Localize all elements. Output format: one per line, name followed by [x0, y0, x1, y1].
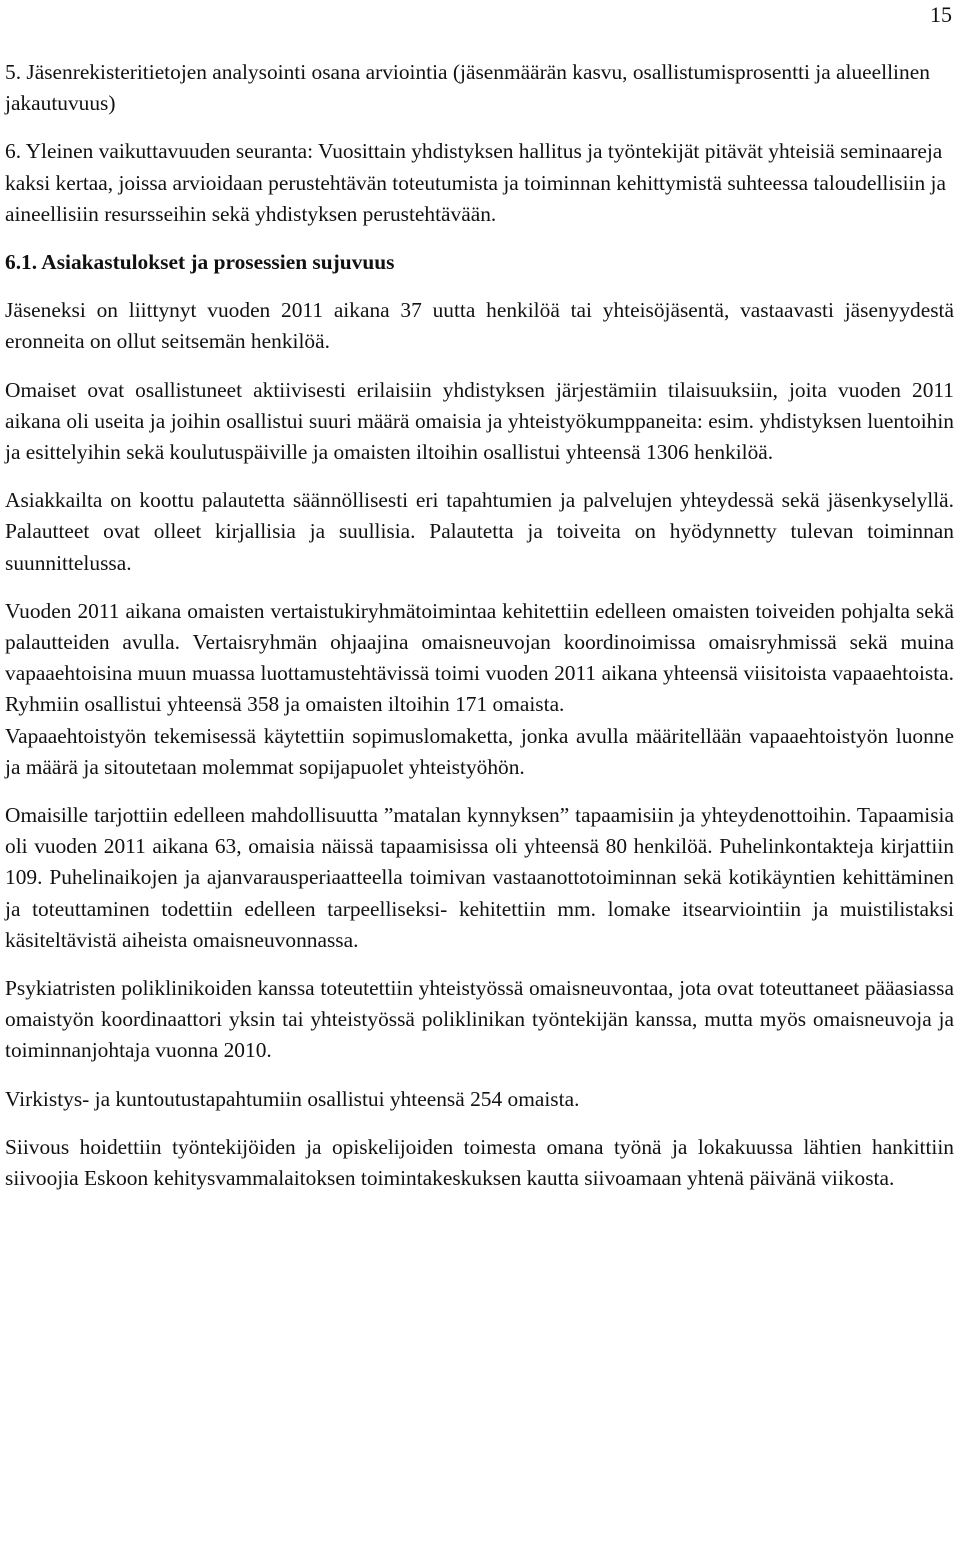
paragraph-recreation-events: Virkistys- ja kuntoutustapahtumiin osallistui yhteensä 254 omaista. [5, 1086, 580, 1111]
paragraph-new-members: Jäseneksi on liittynyt vuoden 2011 aikana 37 uutta henkilöä tai yhteisöjäsentä, vastaavasti jäsenyydestä eronneita on ollut seitsemän henkilöä. [5, 298, 954, 354]
list-item-evaluation-5: 5. Jäsenrekisteritietojen analysointi osana arviointia (jäsenmäärän kasvu, osallistumisprosentti ja alueellinen jakautuvuus) [5, 60, 930, 116]
list-item-evaluation-6: 6. Yleinen vaikuttavuuden seuranta: Vuosittain yhdistyksen hallitus ja työntekijät pitävät yhteisiä seminaareja kaksi kertaa, joissa arvioidaan perustehtävän toteutumista ja toiminnan kehittymistä suhteessa taloudellisiin ja aineellisiin resursseihin sekä yhdistyksen perustehtävään. [5, 139, 946, 226]
paragraph-events-participation: Omaiset ovat osallistuneet aktiivisesti erilaisiin yhdistyksen järjestämiin tilaisuuksiin, joita vuoden 2011 aikana oli useita ja joihin osallistui suuri määrä omaisia ja yhteistyökumppaneita: esim. yhdistyksen luentoihin ja esittelyihin sekä koulutuspäiville ja omaisten iltoihin osallistui yhteensä 1306 henkilöä. [5, 377, 954, 465]
paragraph-cleaning: Siivous hoidettiin työntekijöiden ja opiskelijoiden toimesta omana työnä ja lokakuussa lähtien hankittiin siivoojia Eskoon kehitysvammalaitoksen toimintakeskuksen kautta siivoamaan yhtenä päivänä viikosta. [5, 1134, 954, 1191]
page-number: 15 [930, 2, 952, 27]
paragraph-psychiatric-clinics: Psykiatristen poliklinikoiden kanssa toteutettiin yhteistyössä omaisneuvontaa, jota ovat toteuttaneet pääasiassa omaistyön koordinaattori yksin tai yhteistyössä poliklinikan työntekijän kanssa, mutta myös omaisneuvoja ja toiminnanjohtaja vuonna 2010. [5, 976, 954, 1063]
paragraph-peer-support-groups: Vuoden 2011 aikana omaisten vertaistukiryhmätoimintaa kehitettiin edelleen omaisten toiveiden pohjalta sekä palautteiden avulla. Vertaisryhmän ohjaajina omaisneuvojan koordinoimissa omaisryhmissä sekä muina vapaaehtoisina muun muassa luottamustehtävissä toimi vuoden 2011 aikana yhteensä viisitoista vapaaehtoista. Ryhmiin osallistui yhteensä 358 ja omaisten iltoihin 171 omaista. [5, 598, 954, 717]
paragraph-customer-feedback: Asiakkailta on koottu palautetta säännöllisesti eri tapahtumien ja palvelujen yhteydessä sekä jäsenkyselyllä. Palautteet ovat olleet kirjallisia ja suullisia. Palautetta ja toiveita on hyödynnetty tulevan toiminnan suunnittelussa. [5, 488, 954, 575]
document-body [5, 57, 954, 1194]
paragraph-volunteer-agreement: Vapaaehtoistyön tekemisessä käytettiin sopimuslomaketta, jonka avulla määritellään vapaaehtoistyön luonne ja määrä ja sitoutetaan molemmat sopijapuolet yhteistyöhön. [5, 723, 954, 779]
paragraph-low-threshold-meetings: Omaisille tarjottiin edelleen mahdollisuutta ”matalan kynnyksen” tapaamisiin ja yhteydenottoihin. Tapaamisia oli vuoden 2011 aikana 63, omaisia näissä tapaamisissa oli yhteensä 80 henkilöä. Puhelinkontakteja kirjattiin 109. Puhelinaikojen ja ajanvarausperiaatteella toimivan vastaanottotoiminnan sekä kotikäyntien kehittäminen ja toteuttaminen todettiin edelleen tarpeelliseksi- kehitettiin mm. lomake itsearviointiin ja muistilistaksi käsiteltävistä aiheista omaisneuvonnassa. [5, 803, 954, 952]
section-heading: 6.1. Asiakastulokset ja prosessien sujuvuus [5, 250, 395, 275]
